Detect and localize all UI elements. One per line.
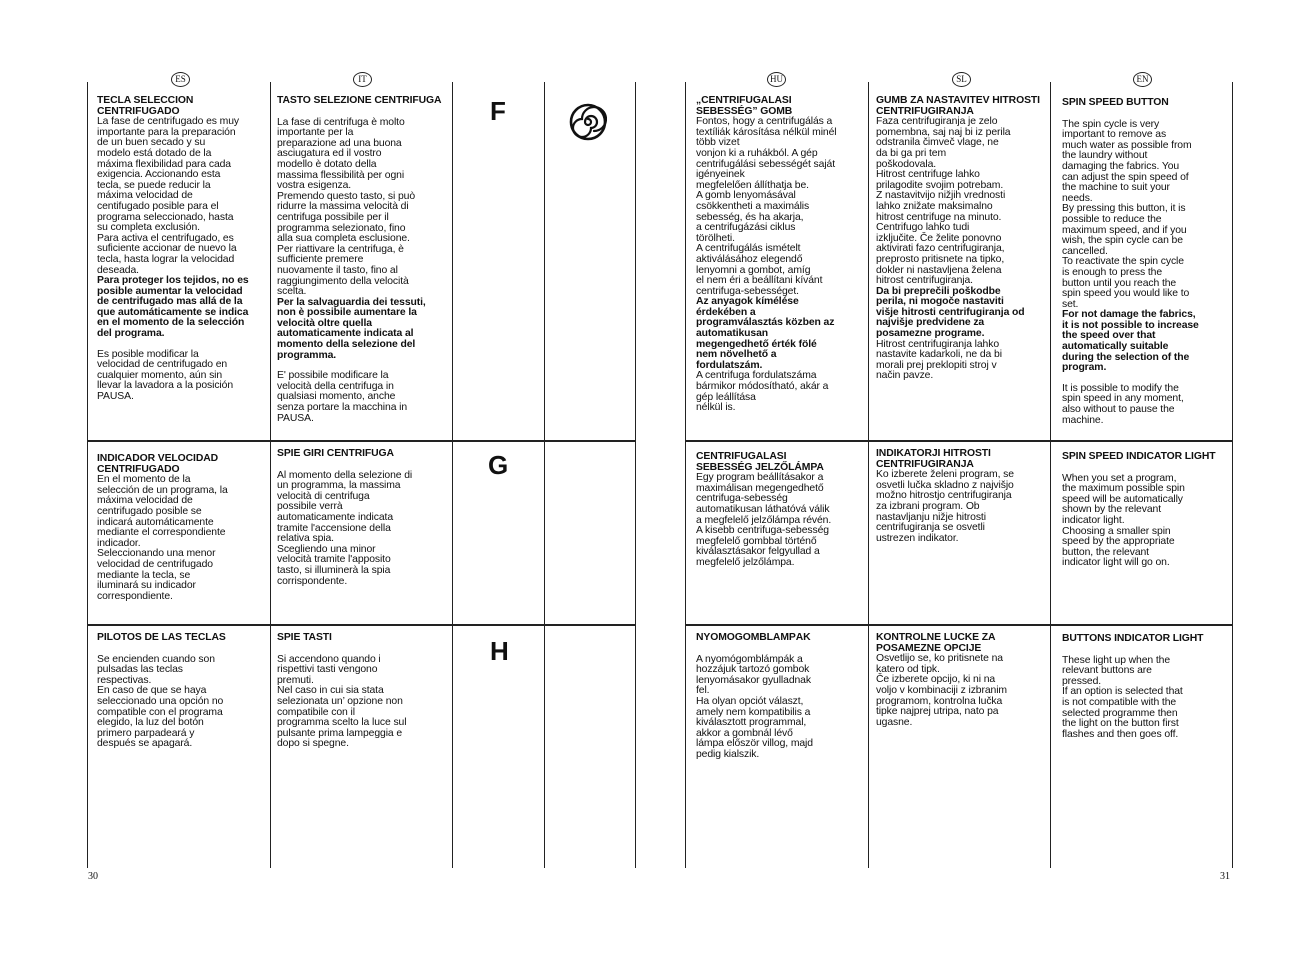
page-number-right: 31 bbox=[1220, 871, 1230, 882]
language-badge-es: ES bbox=[171, 72, 190, 87]
paragraph: Faza centrifugiranja je zelo pomembna, saj naj bi iz perila odstranila čimveč vlage, ne da bi ga pri tem poškodovala. Hitrost centrifuge lahko prilagodite svojim potrebam. Z nastavitvijo nižjih vrednosti lahko znižate maksimalno hitrost centrifuge na minuto. Centrifugo lahko tudi izključite. Če želite ponovno aktivirati fazo centrifugiranja, preprosto pritisnete na tipko, dokler ni nastavljena želena hitrost centrifugiranja. bbox=[876, 116, 1011, 287]
section-heading: NYOMÓGOMBLÁMPÁK bbox=[696, 633, 811, 643]
hu-spin-speed-indicator-text bbox=[696, 452, 864, 620]
section-heading: SPIN SPEED BUTTON bbox=[1062, 98, 1169, 108]
section-heading: SPIN SPEED INDICATOR LIGHT bbox=[1062, 452, 1216, 462]
paragraph-bold: Para proteger los tejidos, no es posible aumentar la velocidad de centrifugado mas allá de la que automáticamente se indica en el momento de la selección del programa. bbox=[97, 275, 249, 340]
en-buttons-indicator-text bbox=[1062, 634, 1230, 864]
en-spin-speed-indicator-text bbox=[1062, 452, 1230, 620]
section-heading: PILOTOS DE LAS TECLAS bbox=[97, 633, 226, 643]
paragraph-bold: For not damage the fabrics, it is not possible to increase the speed over that automatically suitable during the selection of the program. bbox=[1062, 309, 1199, 374]
column-divider bbox=[270, 82, 271, 868]
paragraph: A centrifuga fordulatszáma bármikor módosítható, akár a gép leállítása nélkül is. bbox=[696, 370, 829, 414]
column-divider bbox=[544, 82, 545, 868]
paragraph-bold: Per la salvaguardia dei tessuti, non è possibile aumentare la velocità oltre quella automaticamente indicata al momento della selezione del programma. bbox=[277, 296, 426, 361]
section-heading: BUTTONS INDICATOR LIGHT bbox=[1062, 634, 1204, 644]
paragraph: These light up when the relevant buttons are pressed. If an option is selected that is not compatible with the selected programme then the light on the button first flashes and then goes off. bbox=[1062, 654, 1183, 740]
it-spin-speed-indicator-text bbox=[277, 449, 449, 619]
it-spin-speed-button-text bbox=[277, 96, 449, 436]
paragraph: Es posible modificar la velocidad de centrifugado en cualquier momento, aún sin llevar la lavadora a la posición PAUSA. bbox=[97, 348, 233, 403]
paragraph: Ko izberete želeni program, se osvetli lučka skladno z najvišjo možno hitrostjo centrifugiranja za izbrani program. Ob nastavljanju nižje hitrosti centrifugiranja se osvetli ustrezen indikator. bbox=[876, 469, 1014, 544]
section-heading: SPIE GIRI CENTRIFUGA bbox=[277, 449, 394, 459]
es-spin-speed-button-text bbox=[97, 96, 265, 436]
section-heading: „CENTRIFUGÁLÁSI SEBESSÉG” GOMB bbox=[696, 96, 793, 117]
sl-spin-speed-indicator-text bbox=[876, 449, 1048, 619]
hu-spin-speed-button-text bbox=[696, 96, 864, 436]
section-letter-g: G bbox=[488, 450, 509, 480]
es-spin-speed-indicator-text bbox=[97, 454, 265, 620]
section-heading: GUMB ZA NASTAVITEV HITROSTI CENTRIFUGIRANJA bbox=[876, 96, 1040, 117]
paragraph: E' possibile modificare la velocità della centrifuga in qualsiasi momento, anche senza portare la macchina in PAUSA. bbox=[277, 370, 408, 424]
column-divider bbox=[87, 82, 88, 868]
row-divider bbox=[87, 440, 636, 442]
row-divider bbox=[87, 624, 636, 626]
row-divider bbox=[685, 624, 1233, 626]
paragraph: Egy program beállításakor a maximálisan megengedhető centrifuga-sebesség automatikusan láthatóvá válik a megfelelő jelzőlámpa révén. A kisebb centrifuga-sebesség megfelelő gombbal történő kiválasztásakor felgyullad a megfelelő jelzőlámpa. bbox=[696, 472, 832, 568]
language-badge-en: EN bbox=[1133, 72, 1152, 87]
language-badge-it: IT bbox=[353, 72, 372, 87]
section-heading: TECLA SELECCIÓN CENTRIFUGADO bbox=[97, 96, 194, 117]
paragraph: The spin cycle is very important to remove as much water as possible from the laundry without damaging the fabrics. You can adjust the spin speed of the machine to suit your needs. By pressing this button, it is possible to reduce the maximum speed, and if you wish, the spin cycle can be cancelled. To reactivate the spin cycle is enough to press the button until you reach the spin speed you would like to set. bbox=[1062, 118, 1192, 310]
sl-buttons-indicator-text bbox=[876, 633, 1048, 863]
section-heading: TASTO SELEZIONE CENTRIFUGA bbox=[277, 96, 442, 106]
it-buttons-indicator-text bbox=[277, 633, 449, 863]
row-divider bbox=[685, 440, 1233, 442]
section-heading: INDICADOR VELOCIDAD CENTRIFUGADO bbox=[97, 454, 219, 475]
section-letter-h: H bbox=[490, 636, 509, 666]
column-divider bbox=[452, 82, 453, 868]
paragraph: La fase di centrifuga è molto importante per la preparazione ad una buona asciugatura ed il vostro modello è dotato della massima flessibilità per ogni vostra esigenza. Premendo questo tasto, si può ridurre la massima velocità di centrifuga possibile per il programma selezionato, fino alla sua completa esclusione. Per riattivare la centrifuga, è sufficiente premere nuovamente il tasto, fino al raggiungimento della velocità scelta. bbox=[277, 116, 416, 298]
column-divider bbox=[685, 82, 686, 868]
paragraph: Al momento della selezione di un programma, la massima velocità di centrifuga possibile verrà automaticamente indicata tramite l'accensione della relativa spia. Scegliendo una minor velocità tramite l'apposito tasto, si illuminerà la spia corrispondente. bbox=[277, 469, 413, 587]
paragraph-bold: Da bi preprečili poškodbe perila, ni mogoče nastaviti višje hitrosti centrifugiranja od najvišje predvidene za posamezne programe. bbox=[876, 285, 1025, 340]
paragraph: It is possible to modify the spin speed in any moment, also without to pause the machine. bbox=[1062, 382, 1184, 426]
paragraph: A nyomógomblámpák a hozzájuk tartozó gombok lenyomásakor gyulladnak fel. Ha olyan opciót választ, amely nem kompatibilis a kiválasztott programmal, akkor a gombnál lévő lámpa először villog, majd pedig kialszik. bbox=[696, 653, 813, 760]
es-buttons-indicator-text bbox=[97, 633, 265, 863]
column-divider bbox=[1232, 82, 1233, 868]
column-divider bbox=[868, 82, 869, 868]
column-divider bbox=[1050, 82, 1051, 868]
paragraph: Se encienden cuando son pulsadas las teclas respectivas. En caso de que se haya seleccionado una opción no compatible con el programa elegido, la luz del botón primero parpadeará y después se apagará. bbox=[97, 653, 224, 750]
paragraph: La fase de centrifugado es muy importante para la preparación de un buen secado y su modelo está dotado de la máxima flexibilidad para cada exigencia. Accionando esta tecla, se puede reducir la máxima velocidad de centifugado posible para el programa seleccionado, hasta su completa exclusión. Para activa el centrifugado, es suficiente accionar de nuevo la tecla, hasta lograr la velocidad deseada. bbox=[97, 116, 239, 276]
paragraph: Osvetlijo se, ko pritisnete na katero od tipk. Če izberete opcijo, ki ni na voljo v kombinaciji z izbranim programom, kontrolna lučka tipke najprej utripa, nato pa ugasne. bbox=[876, 653, 1007, 728]
spin-spiral-icon bbox=[569, 103, 607, 141]
en-spin-speed-button-text bbox=[1062, 98, 1230, 436]
language-badge-sl: SL bbox=[952, 72, 971, 87]
section-heading: INDIKATORJI HITROSTI CENTRIFUGIRANJA bbox=[876, 449, 991, 470]
section-heading: SPIE TASTI bbox=[277, 633, 332, 643]
paragraph: En el momento de la selección de un programa, la máxima velocidad de centrifugado posible se indicará automáticamente mediante el correspondiente indicador. Seleccionando una menor velocidad de centrifugado mediante la tecla, se iluminará su indicador correspondiente. bbox=[97, 474, 228, 602]
section-heading: KONTROLNE LUČKE ZA POSAMEZNE OPCIJE bbox=[876, 633, 996, 654]
page-number-left: 30 bbox=[88, 871, 98, 882]
paragraph: When you set a program, the maximum possible spin speed will be automatically shown by the relevant indicator light. Choosing a smaller spin speed by the appropriate button, the relevant indicator light will go on. bbox=[1062, 472, 1185, 569]
section-letter-f: F bbox=[490, 96, 506, 126]
paragraph: Fontos, hogy a centrifugálás a textíliák károsítása nélkül minél több vizet vonjon ki a ruhákból. A gép centrifugálási sebességét saját igényeinek megfelelően állíthatja be. A gomb lenyomásával csökkentheti a maximális sebesség, és ha akarja, a centrifugázási ciklus törölheti. A centrifugálás ismételt aktiválásához elegendő lenyomni a gombot, amíg el nem éri a beállítani kívánt centrifuga-sebességet. bbox=[696, 116, 837, 297]
paragraph: Hitrost centrifugiranja lahko nastavite kadarkoli, ne da bi morali prej preklopiti stroj v način pavze. bbox=[876, 338, 1002, 382]
sl-spin-speed-button-text bbox=[876, 96, 1048, 436]
language-badge-hu: HU bbox=[767, 72, 786, 87]
paragraph-bold: Az anyagok kímélése érdekében a programválasztás közben az automatikusan megengedhető érték fölé nem növelhető a fordulatszám. bbox=[696, 296, 835, 371]
hu-buttons-indicator-text bbox=[696, 633, 864, 863]
section-heading: CENTRIFUGÁLÁSI SEBESSÉG JELZŐLÁMPA bbox=[696, 452, 824, 473]
paragraph: Si accendono quando i rispettivi tasti vengono premuti. Nel caso in cui sia stata selezionata un’ opzione non compatibile con il programma scelto la luce sul pulsante prima lampeggia e dopo si spegne. bbox=[277, 653, 407, 750]
column-divider bbox=[635, 82, 636, 868]
